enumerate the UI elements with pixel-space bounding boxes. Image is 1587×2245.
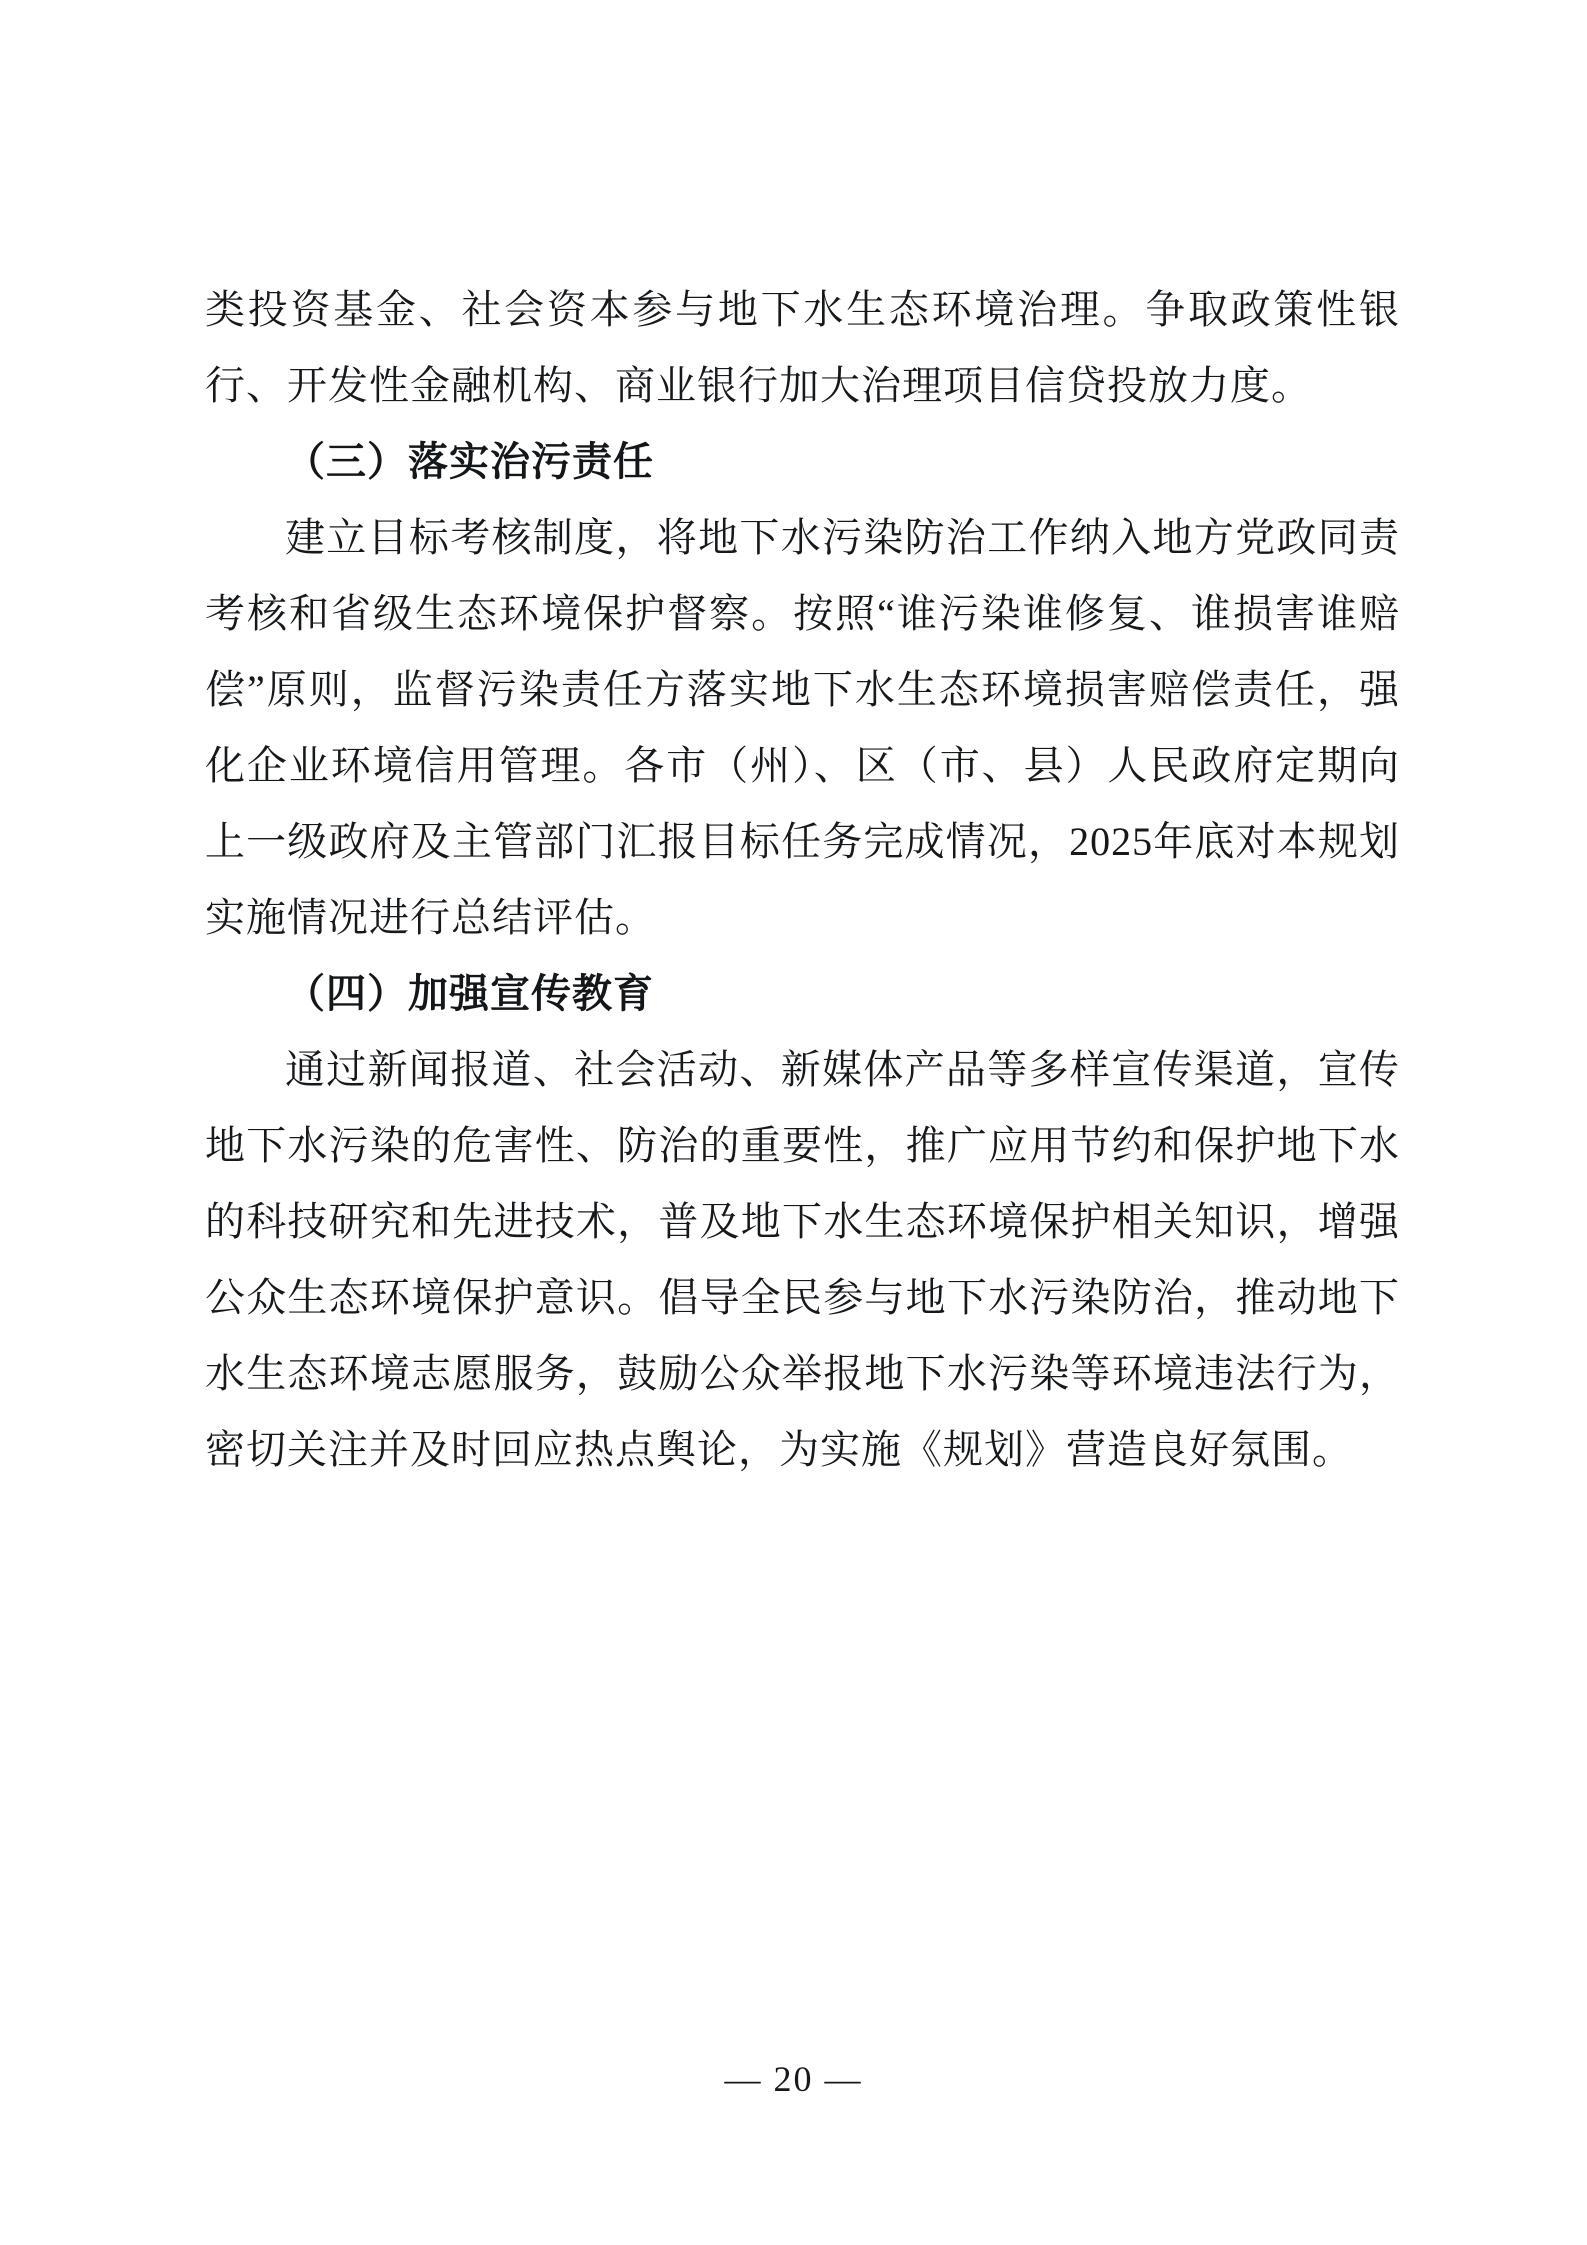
section-heading-three: （三）落实治污责任 [285,438,654,485]
paragraph-continued-funding: 类投资基金、社会资本参与地下水生态环境治理。争取政策性银行、开发性金融机构、商业银行加大治理项目信贷投放力度。 [205,287,1400,408]
document-body [205,272,1400,1488]
page-footer [0,2058,1587,2100]
page-number: — 20 — [724,2059,863,2099]
paragraph-publicity-education: 通过新闻报道、社会活动、新媒体产品等多样宣传渠道，宣传地下水污染的危害性、防治的重要性，推广应用节约和保护地下水的科技研究和先进技术，普及地下水生态环境保护相关知识，增强公众生态环境保护意识。倡导全民参与地下水污染防治，推动地下水生态环境志愿服务，鼓励公众举报地下水污染等环境违法行为，密切关注并及时回应热点舆论，为实施《规划》营造良好氛围。 [205,1047,1400,1472]
section-heading-four: （四）加强宣传教育 [285,970,654,1017]
paragraph-pollution-responsibility: 建立目标考核制度，将地下水污染防治工作纳入地方党政同责考核和省级生态环境保护督察。按照“谁污染谁修复、谁损害谁赔偿”原则，监督污染责任方落实地下水生态环境损害赔偿责任，强化企业环境信用管理。各市（州）、区（市、县）人民政府定期向上一级政府及主管部门汇报目标任务完成情况，2025年底对本规划实施情况进行总结评估。 [205,515,1400,940]
